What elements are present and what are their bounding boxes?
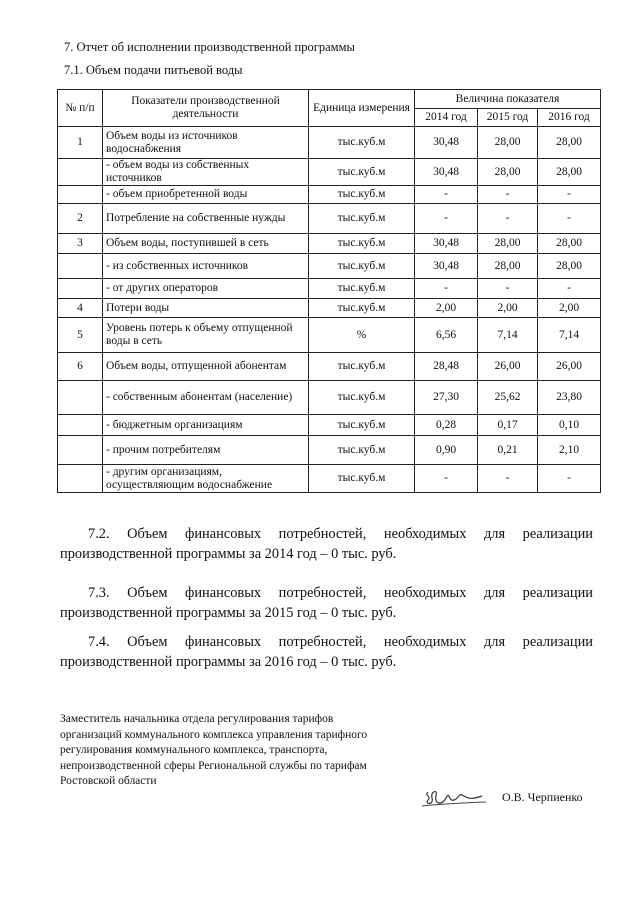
row-num: 6 [58, 353, 103, 381]
row-indicator: - другим организациям, осуществляющим водоснабжение [103, 465, 309, 493]
header-year-2015: 2015 год [478, 109, 538, 127]
paragraph-7-4 [60, 632, 593, 672]
header-unit: Единица измерения [309, 90, 415, 127]
row-value-2015: 25,62 [478, 381, 538, 415]
table-row [58, 279, 601, 299]
row-unit: тыс.куб.м [309, 299, 415, 318]
row-indicator: - объем воды из собственных источников [103, 159, 309, 186]
table-row [58, 381, 601, 415]
row-value-2014: 30,48 [415, 159, 478, 186]
row-unit: тыс.куб.м [309, 204, 415, 234]
table-row [58, 204, 601, 234]
row-unit: тыс.куб.м [309, 127, 415, 159]
row-unit: тыс.куб.м [309, 234, 415, 254]
row-value-2016: 28,00 [538, 159, 601, 186]
paragraph-line: производственной программы за 2016 год – 0 тыс. руб. [60, 654, 397, 670]
row-value-2016: 26,00 [538, 353, 601, 381]
row-value-2016: 28,00 [538, 254, 601, 279]
row-value-2016: 2,00 [538, 299, 601, 318]
header-value: Величина показателя [415, 90, 601, 109]
row-num [58, 465, 103, 493]
row-value-2014: 30,48 [415, 127, 478, 159]
header-year-2016: 2016 год [538, 109, 601, 127]
row-unit: тыс.куб.м [309, 279, 415, 299]
footer-line: непроизводственной сферы Региональной службы по тарифам [60, 759, 367, 772]
table-row [58, 234, 601, 254]
paragraph-line: 7.3. Объем финансовых потребностей, необходимых для реализации [88, 585, 593, 601]
row-num [58, 381, 103, 415]
footer-line: регулирования коммунального комплекса, транспорта, [60, 744, 328, 757]
row-unit: тыс.куб.м [309, 186, 415, 204]
row-num [58, 159, 103, 186]
row-value-2015: - [478, 465, 538, 493]
paragraph-line: производственной программы за 2014 год – 0 тыс. руб. [60, 546, 397, 562]
row-indicator: - прочим потребителям [103, 436, 309, 465]
table-row [58, 415, 601, 436]
row-indicator: Объем воды, отпущенной абонентам [103, 353, 309, 381]
row-value-2016: - [538, 186, 601, 204]
row-value-2014: - [415, 186, 478, 204]
table-row [58, 186, 601, 204]
row-value-2014: 30,48 [415, 254, 478, 279]
table-row [58, 254, 601, 279]
paragraph-7-2 [60, 524, 593, 564]
header-num: № п/п [58, 90, 103, 127]
row-num: 4 [58, 299, 103, 318]
row-value-2015: 7,14 [478, 318, 538, 353]
subsection-heading: 7.1. Объем подачи питьевой воды [64, 63, 243, 77]
row-value-2014: 28,48 [415, 353, 478, 381]
row-value-2016: - [538, 279, 601, 299]
row-num: 3 [58, 234, 103, 254]
row-value-2015: 0,21 [478, 436, 538, 465]
row-indicator: Потери воды [103, 299, 309, 318]
footer-line: Заместитель начальника отдела регулирования тарифов [60, 713, 334, 725]
row-value-2014: 6,56 [415, 318, 478, 353]
row-value-2014: - [415, 279, 478, 299]
row-value-2015: - [478, 279, 538, 299]
row-num [58, 415, 103, 436]
row-indicator: - собственным абонентам (население) [103, 381, 309, 415]
row-value-2016: 7,14 [538, 318, 601, 353]
row-value-2015: 28,00 [478, 234, 538, 254]
header-indicator: Показатели производственной деятельности [103, 90, 309, 127]
row-value-2014: 2,00 [415, 299, 478, 318]
row-unit: тыс.куб.м [309, 159, 415, 186]
row-num [58, 254, 103, 279]
row-value-2016: - [538, 465, 601, 493]
row-value-2016: - [538, 204, 601, 234]
row-value-2015: 28,00 [478, 127, 538, 159]
table-row [58, 159, 601, 186]
row-value-2016: 23,80 [538, 381, 601, 415]
header-year-2014: 2014 год [415, 109, 478, 127]
table-row [58, 318, 601, 353]
paragraph-7-3 [60, 583, 593, 623]
row-indicator: Объем воды, поступившей в сеть [103, 234, 309, 254]
paragraph-line: 7.2. Объем финансовых потребностей, необходимых для реализации [88, 526, 593, 542]
row-indicator: Уровень потерь к объему отпущенной воды в сеть [103, 318, 309, 353]
row-value-2015: 0,17 [478, 415, 538, 436]
row-unit: тыс.куб.м [309, 436, 415, 465]
row-num: 1 [58, 127, 103, 159]
table-row [58, 127, 601, 159]
row-value-2015: 28,00 [478, 159, 538, 186]
signatory-position [60, 712, 367, 790]
row-value-2014: 30,48 [415, 234, 478, 254]
row-value-2015: 2,00 [478, 299, 538, 318]
row-value-2016: 28,00 [538, 234, 601, 254]
row-value-2014: - [415, 204, 478, 234]
section-heading: 7. Отчет об исполнении производственной программы [64, 40, 355, 54]
table-row [58, 465, 601, 493]
row-num: 2 [58, 204, 103, 234]
paragraph-line: 7.4. Объем финансовых потребностей, необходимых для реализации [88, 634, 593, 650]
row-unit: тыс.куб.м [309, 465, 415, 493]
signature-image [420, 784, 490, 812]
row-num [58, 436, 103, 465]
row-indicator: - из собственных источников [103, 254, 309, 279]
row-unit: тыс.куб.м [309, 415, 415, 436]
row-unit: тыс.куб.м [309, 353, 415, 381]
table-row [58, 299, 601, 318]
row-num: 5 [58, 318, 103, 353]
row-unit: тыс.куб.м [309, 381, 415, 415]
row-indicator: - от других операторов [103, 279, 309, 299]
row-value-2015: 28,00 [478, 254, 538, 279]
row-indicator: - объем приобретенной воды [103, 186, 309, 204]
row-value-2014: 0,90 [415, 436, 478, 465]
row-num [58, 279, 103, 299]
footer-line: организаций коммунального комплекса управления тарифного [60, 728, 368, 741]
row-value-2016: 28,00 [538, 127, 601, 159]
row-indicator: Потребление на собственные нужды [103, 204, 309, 234]
row-unit: % [309, 318, 415, 353]
row-value-2015: - [478, 186, 538, 204]
paragraph-line: производственной программы за 2015 год – 0 тыс. руб. [60, 605, 397, 621]
row-value-2016: 2,10 [538, 436, 601, 465]
row-value-2015: - [478, 204, 538, 234]
row-indicator: - бюджетным организациям [103, 415, 309, 436]
table-row [58, 353, 601, 381]
row-indicator: Объем воды из источников водоснабжения [103, 127, 309, 159]
signer-name: О.В. Черпиенко [502, 790, 583, 804]
water-supply-table [57, 89, 601, 493]
row-value-2014: 0,28 [415, 415, 478, 436]
table-row [58, 436, 601, 465]
row-num [58, 186, 103, 204]
row-value-2014: - [415, 465, 478, 493]
footer-line: Ростовской области [60, 775, 157, 788]
row-value-2014: 27,30 [415, 381, 478, 415]
row-value-2015: 26,00 [478, 353, 538, 381]
row-unit: тыс.куб.м [309, 254, 415, 279]
row-value-2016: 0,10 [538, 415, 601, 436]
